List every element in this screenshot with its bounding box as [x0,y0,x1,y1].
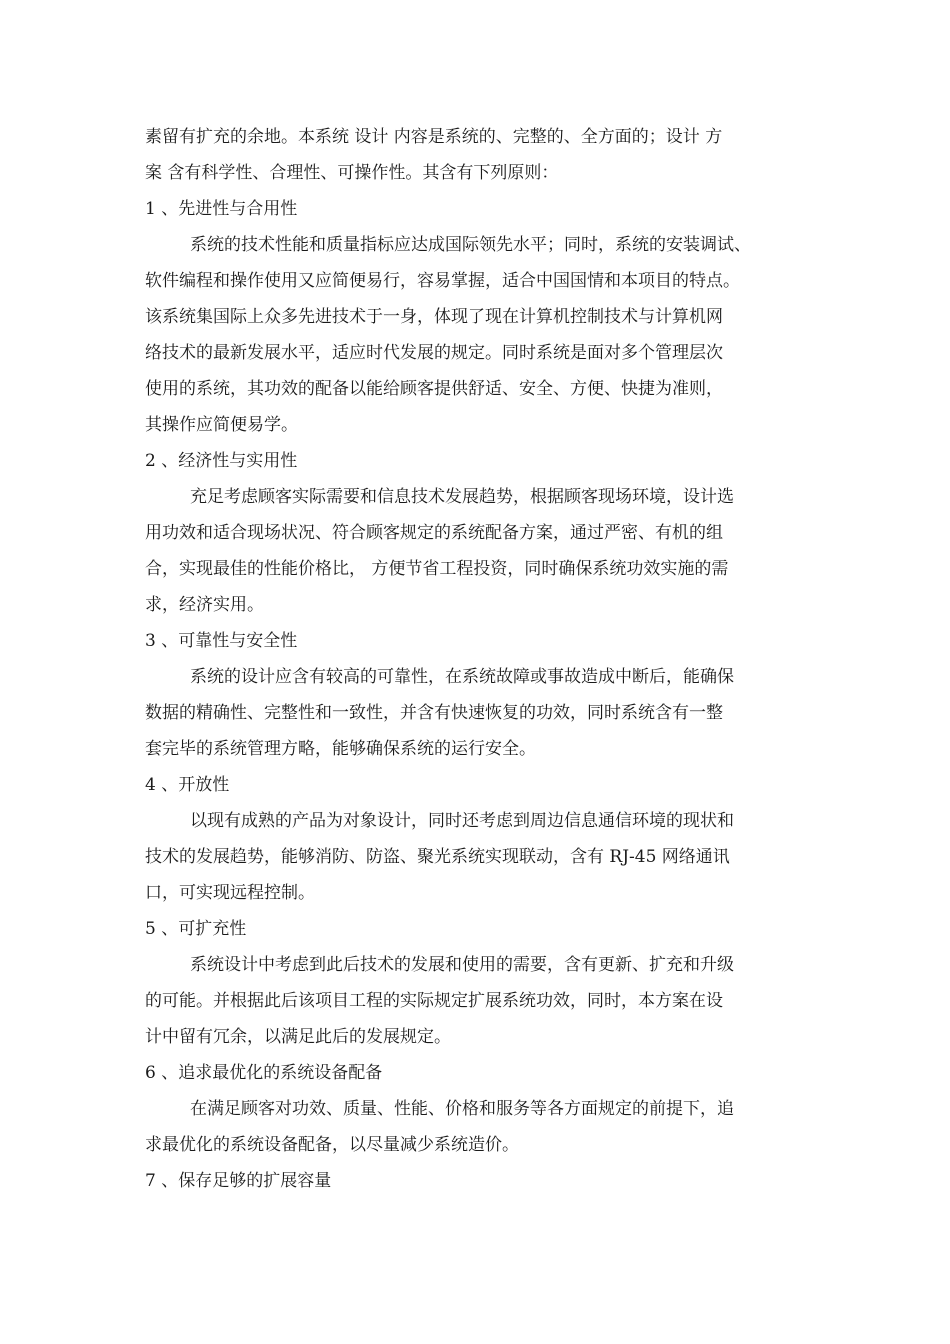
body-line: 技术的发展趋势，能够消防、防盗、聚光系统实现联动，含有 RJ-45 网络通讯 [145,847,730,867]
body-line: 求最优化的系统设备配备，以尽量减少系统造价。 [145,1135,519,1155]
body-line: 软件编程和操作使用又应简便易行，容易掌握，适合中国国情和本项目的特点。 [145,271,740,291]
body-line: 用功效和适合现场状况、符合顾客规定的系统配备方案，通过严密、有机的组 [145,523,723,543]
body-line: 该系统集国际上众多先进技术于一身，体现了现在计算机控制技术与计算机网 [145,307,723,327]
section-heading: 6 、追求最优化的系统设备配备 [145,1063,383,1083]
body-line: 数据的精确性、完整性和一致性，并含有快速恢复的功效，同时系统含有一整 [145,703,723,723]
section-heading: 5 、可扩充性 [145,919,247,939]
section-heading: 1 、先进性与合用性 [145,199,298,219]
section-heading: 2 、经济性与实用性 [145,451,298,471]
body-line: 案 含有科学性、合理性、可操作性。其含有下列原则： [145,163,559,183]
body-line: 系统的设计应含有较高的可靠性，在系统故障或事故造成中断后，能确保 [190,667,734,687]
section-heading: 4 、开放性 [145,775,230,795]
body-line: 在满足顾客对功效、质量、性能、价格和服务等各方面规定的前提下，追 [190,1099,734,1119]
body-line: 系统的技术性能和质量指标应达成国际领先水平；同时，系统的安装调试、 [190,235,751,255]
body-line: 计中留有冗余，以满足此后的发展规定。 [145,1027,451,1047]
body-line: 充足考虑顾客实际需要和信息技术发展趋势，根据顾客现场环境，设计选 [190,487,734,507]
body-line: 套完毕的系统管理方略，能够确保系统的运行安全。 [145,739,536,759]
body-line: 使用的系统，其功效的配备以能给顾客提供舒适、安全、方便、快捷为准则， [145,379,723,399]
body-line: 以现有成熟的产品为对象设计，同时还考虑到周边信息通信环境的现状和 [190,811,734,831]
body-line: 素留有扩充的余地。本系统 设计 内容是系统的、完整的、全方面的；设计 方 [145,127,723,147]
section-heading: 3 、可靠性与安全性 [145,631,298,651]
body-line: 络技术的最新发展水平，适应时代发展的规定。同时系统是面对多个管理层次 [145,343,723,363]
body-line: 合，实现最佳的性能价格比， 方便节省工程投资，同时确保系统功效实施的需 [145,559,729,579]
body-line: 其操作应简便易学。 [145,415,298,435]
body-line: 口，可实现远程控制。 [145,883,315,903]
body-line: 求，经济实用。 [145,595,264,615]
body-line: 的可能。并根据此后该项目工程的实际规定扩展系统功效，同时，本方案在设 [145,991,723,1011]
section-heading: 7 、保存足够的扩展容量 [145,1171,332,1191]
body-line: 系统设计中考虑到此后技术的发展和使用的需要，含有更新、扩充和升级 [190,955,734,975]
